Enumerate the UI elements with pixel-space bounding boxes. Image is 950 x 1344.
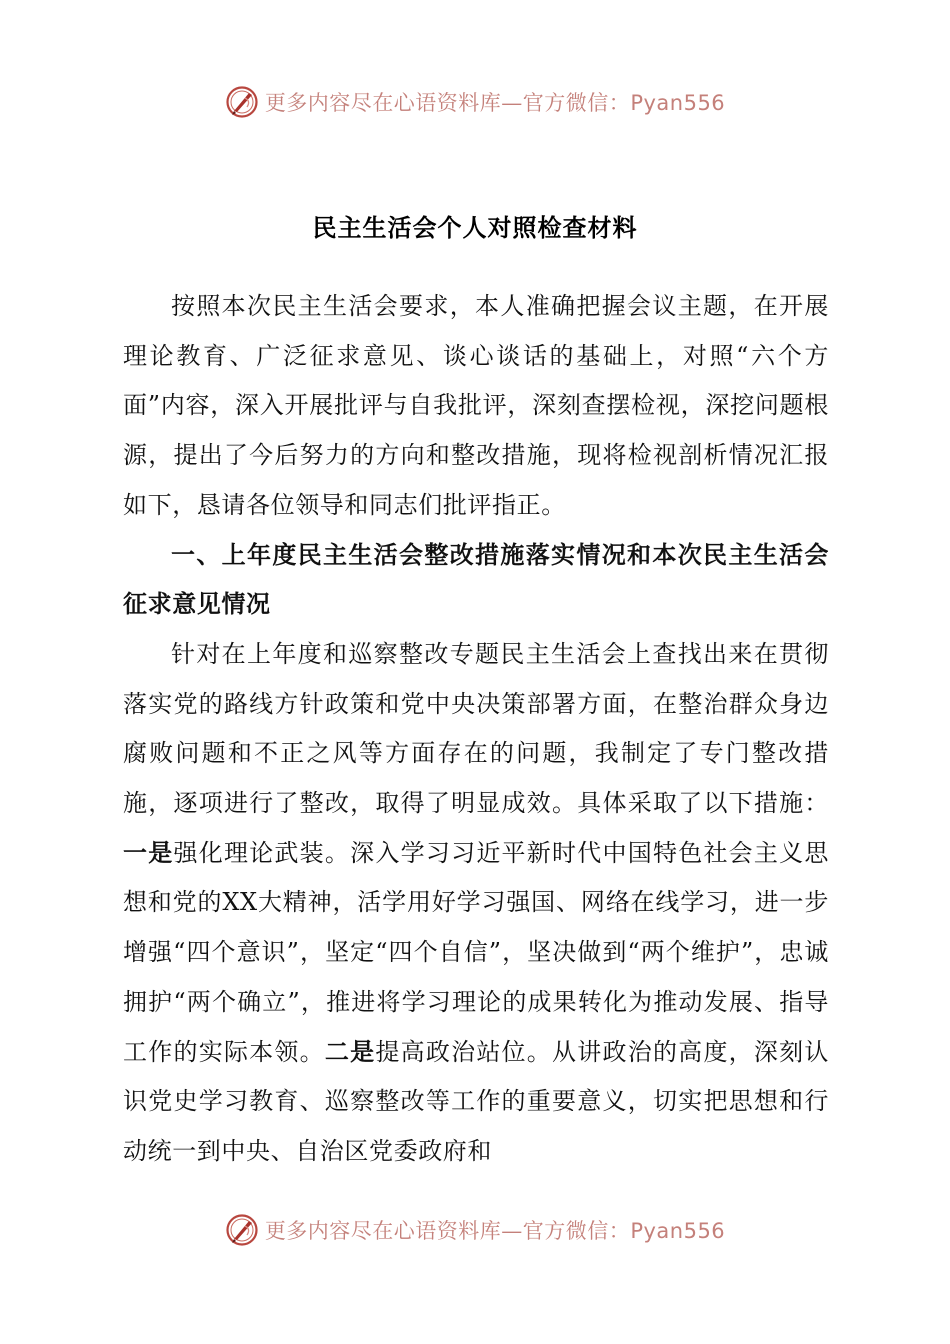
header-watermark-banner (0, 82, 950, 122)
wechat-id: Pyan556 (630, 91, 726, 115)
wechat-id: Pyan556 (630, 1219, 726, 1243)
document-title: 民主生活会个人对照检查材料 (312, 213, 638, 242)
document-body (123, 282, 829, 1177)
intro-paragraph: 按照本次民主生活会要求，本人准确把握会议主题，在开展理论教育、广泛征求意见、谈心谈话的基础上，对照“六个方面”内容，深入开展批评与自我批评，深刻查摆检视，深挖问题根源，提出了今后努力的方向和整改措施，现将检视剖析情况汇报如下，恳请各位领导和同志们批评指正。 (123, 292, 829, 519)
quill-pen-logo-icon (225, 85, 259, 119)
watermark-label: 更多内容尽在心语资料库—官方微信： (264, 1219, 631, 1243)
footer-watermark-banner (0, 1210, 950, 1250)
item-label-1: 一是 (123, 838, 174, 867)
watermark-label: 更多内容尽在心语资料库—官方微信： (264, 91, 631, 115)
watermark-text (265, 87, 725, 117)
item-text-1: 强化理论武装。深入学习习近平新时代中国特色社会主义思想和党的XX大精神，活学用好学习强国、网络在线学习，进一步增强“四个意识”，坚定“四个自信”，坚决做到“两个维护”，忠诚拥护“两个确立”，推进将学习理论的成果转化为推动发展、指导工作的实际本领。 (123, 838, 829, 1066)
paragraph-lead: 针对在上年度和巡察整改专题民主生活会上查找出来在贯彻落实党的路线方针政策和党中央决策部署方面，在整治群众身边腐败问题和不正之风等方面存在的问题，我制定了专门整改措施，逐项进行了整改，取得了明显成效。具体采取了以下措施： (123, 639, 829, 818)
quill-pen-logo-icon (225, 1213, 259, 1247)
section-paragraph (123, 630, 829, 1177)
item-label-2: 二是 (324, 1037, 376, 1066)
watermark-text (265, 1215, 725, 1245)
item-text-2: 提高政治站位。从讲政治的高度，深刻认识党史学习教育、巡察整改等工作的重要意义，切实把思想和行动统一到中央、自治区党委政府和 (123, 1037, 829, 1165)
section-heading: 一、上年度民主生活会整改措施落实情况和本次民主生活会征求意见情况 (123, 540, 829, 619)
